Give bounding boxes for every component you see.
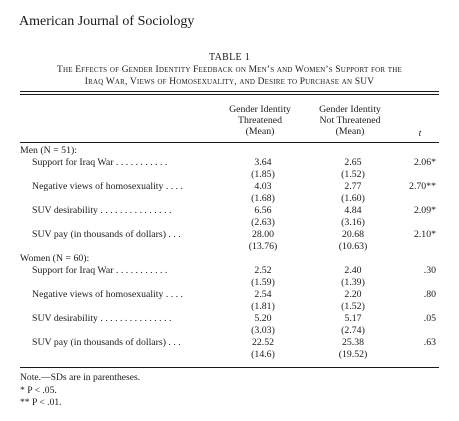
- row-label: SUV pay (in thousands of dollars) . . .: [32, 229, 181, 240]
- not-threatened-sd: (2.74): [341, 325, 365, 336]
- row-label: Support for Iraq War . . . . . . . . . . .: [32, 157, 168, 168]
- t-value: 2.70**: [409, 181, 436, 192]
- header-not-threatened-line-2: Not Threatened: [319, 115, 381, 126]
- t-value: .63: [423, 337, 436, 348]
- not-threatened-sd: (1.60): [341, 193, 365, 204]
- threatened-sd: (14.6): [251, 349, 275, 360]
- row-label: SUV desirability . . . . . . . . . . . . . . .: [32, 205, 172, 216]
- t-value: 2.10*: [413, 229, 436, 240]
- not-threatened-mean: 2.20: [344, 289, 362, 300]
- row-label: Negative views of homosexuality . . . .: [32, 289, 184, 300]
- not-threatened-sd: (1.52): [341, 169, 365, 180]
- threatened-mean: 2.54: [254, 289, 272, 300]
- bottom-rule: [20, 367, 439, 368]
- header-threatened-line-3: (Mean): [245, 126, 275, 137]
- header-rule: [20, 142, 439, 143]
- header-threatened-line-1: Gender Identity: [229, 104, 291, 115]
- threatened-mean: 4.03: [254, 181, 272, 192]
- threatened-sd: (3.03): [251, 325, 275, 336]
- threatened-mean: 6.56: [254, 205, 272, 216]
- not-threatened-sd: (1.52): [341, 301, 365, 312]
- row-label: Support for Iraq War . . . . . . . . . . .: [32, 265, 168, 276]
- not-threatened-mean: 5.17: [344, 313, 362, 324]
- threatened-sd: (1.59): [251, 277, 275, 288]
- not-threatened-sd: (1.39): [341, 277, 365, 288]
- t-value: .05: [423, 313, 436, 324]
- header-t-label: t: [418, 128, 422, 139]
- row-label: Negative views of homosexuality . . . .: [32, 181, 184, 192]
- row-label: SUV desirability . . . . . . . . . . . . . . .: [32, 313, 172, 324]
- threatened-mean: 5.20: [254, 313, 272, 324]
- t-value: 2.09*: [413, 205, 436, 216]
- threatened-sd: (1.81): [251, 301, 275, 312]
- row-label: SUV pay (in thousands of dollars) . . .: [32, 337, 181, 348]
- table-caption: [10, 64, 449, 88]
- caption-line-1: The Effects of Gender Identity Feedback on Men’s and Women’s Support for the: [57, 65, 402, 75]
- group-label: Women (N = 60):: [20, 253, 90, 264]
- threatened-sd: (13.76): [248, 241, 278, 252]
- group-label: Men (N = 51):: [20, 145, 77, 156]
- note-p01: ** P < .01.: [20, 397, 62, 408]
- not-threatened-sd: (19.52): [338, 349, 368, 360]
- header-threatened: [218, 104, 302, 137]
- header-t: [400, 128, 440, 139]
- note-sds: Note.—SDs are in parentheses.: [20, 372, 141, 383]
- not-threatened-mean: 2.40: [344, 265, 362, 276]
- threatened-mean: 22.52: [251, 337, 275, 348]
- header-threatened-line-2: Threatened: [237, 115, 283, 126]
- journal-title: American Journal of Sociology: [19, 14, 195, 29]
- not-threatened-mean: 20.68: [341, 229, 365, 240]
- top-rule-1: [20, 91, 439, 92]
- t-value: .80: [423, 289, 436, 300]
- not-threatened-mean: 4.84: [344, 205, 362, 216]
- not-threatened-mean: 2.65: [344, 157, 362, 168]
- not-threatened-mean: 25.38: [341, 337, 365, 348]
- table-number: TABLE 1: [208, 52, 251, 63]
- note-p05: * P < .05.: [20, 384, 57, 396]
- t-value: .30: [423, 265, 436, 276]
- header-not-threatened-line-1: Gender Identity: [319, 104, 381, 115]
- threatened-mean: 28.00: [251, 229, 275, 240]
- not-threatened-sd: (10.63): [338, 241, 368, 252]
- header-not-threatened-line-3: (Mean): [335, 126, 365, 137]
- threatened-sd: (2.63): [251, 217, 275, 228]
- threatened-mean: 2.52: [254, 265, 272, 276]
- top-rule-2: [20, 94, 439, 95]
- not-threatened-sd: (3.16): [341, 217, 365, 228]
- threatened-sd: (1.68): [251, 193, 275, 204]
- header-not-threatened: [308, 104, 392, 137]
- table-notes: [20, 372, 140, 410]
- t-value: 2.06*: [413, 157, 436, 168]
- caption-line-2: Iraq War, Views of Homosexuality, and Desire to Purchase an SUV: [84, 77, 375, 87]
- threatened-mean: 3.64: [254, 157, 272, 168]
- not-threatened-mean: 2.77: [344, 181, 362, 192]
- threatened-sd: (1.85): [251, 169, 275, 180]
